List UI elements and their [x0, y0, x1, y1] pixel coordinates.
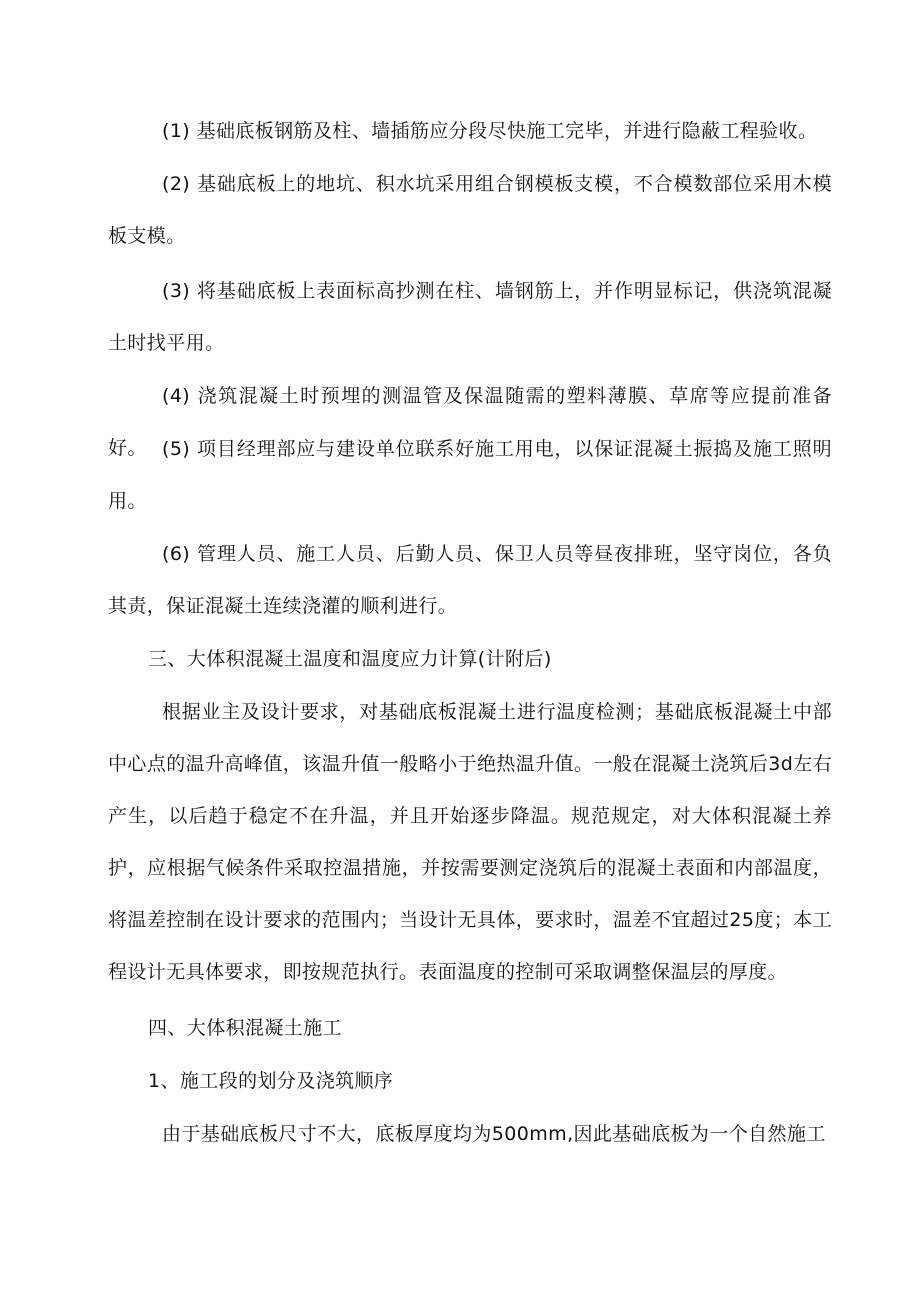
item-1: (1) 基础底板钢筋及柱、墙插筋应分段尽快施工完毕，并进行隐蔽工程验收。 — [162, 120, 818, 142]
item-4: (4) 浇筑混凝土时预埋的测温管及保温随需的塑料薄膜、草席等应提前准备好。 — [108, 385, 832, 459]
item-5: (5) 项目经理部应与建设单位联系好施工用电，以保证混凝土振捣及施工照明用。 — [108, 438, 832, 512]
section-3-heading: 三、大体积混凝土温度和温度应力计算(计附后) — [148, 648, 552, 670]
subsection-1-heading: 1、施工段的划分及浇筑顺序 — [148, 1070, 394, 1092]
section-3-body: 根据业主及设计要求，对基础底板混凝土进行温度检测；基础底板混凝土中部中心点的温升高峰值，该温升值一般略小于绝热温升值。一般在混凝土浇筑后3d左右产生，以后趋于稳定不在升温，并且开始逐步降温。规范规定，对大体积混凝土养护，应根据气候条件采取控温措施，并按需要测定浇筑后的混凝土表面和内部温度，将温差控制在设计要求的范围内；当设计无具体，要求时，温差不宜超过25度；本工程设计无具体要求，即按规范执行。表面温度的控制可采取调整保温层的厚度。 — [108, 701, 832, 983]
subsection-1-body: 由于基础底板尺寸不大，底板厚度均为500mm,因此基础底板为一个自然施工 — [162, 1123, 826, 1145]
item-3: (3) 将基础底板上表面标高抄测在柱、墙钢筋上，并作明显标记，供浇筑混凝土时找平用。 — [108, 280, 832, 354]
item-2: (2) 基础底板上的地坑、积水坑采用组合钢模板支模，不合模数部位采用木模板支模。 — [108, 173, 832, 247]
section-4-heading: 四、大体积混凝土施工 — [148, 1017, 343, 1039]
item-6: (6) 管理人员、施工人员、后勤人员、保卫人员等昼夜排班，坚守岗位，各负其责，保证混凝土连续浇灌的顺利进行。 — [108, 543, 832, 617]
